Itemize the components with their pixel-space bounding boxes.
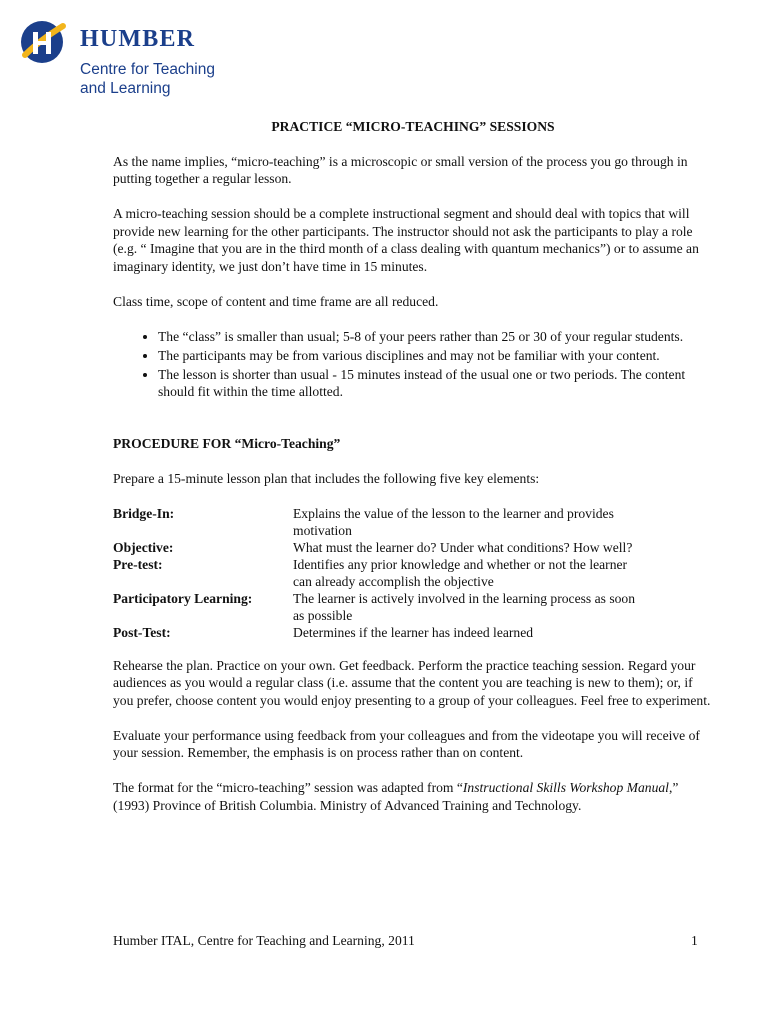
key-elements-table (113, 505, 648, 641)
element-definition: What must the learner do? Under what conditions? How well? (293, 539, 633, 555)
table-row (113, 624, 648, 641)
element-definition: Identifies any prior knowledge and whether or not the learner can already accomplish the objective (293, 556, 628, 589)
element-term: Pre-test: (113, 556, 163, 572)
element-definition: The learner is actively involved in the learning process as soon as possible (293, 590, 636, 623)
element-term: Post-Test: (113, 624, 171, 640)
document-title: PRACTICE “MICRO-TEACHING” SESSIONS (271, 119, 555, 134)
table-row (113, 505, 648, 539)
humber-logo-icon (20, 20, 68, 64)
page-number: 1 (691, 933, 698, 948)
element-term: Bridge-In: (113, 505, 175, 521)
element-term: Objective: (113, 539, 174, 555)
document-body (113, 118, 713, 814)
logo-subtitle: Centre for Teaching and Learning (80, 61, 215, 97)
procedure-heading: PROCEDURE FOR “Micro-Teaching” (113, 435, 341, 451)
table-row (113, 590, 648, 624)
reduced-note-paragraph: Class time, scope of content and time frame are all reduced. (113, 293, 439, 309)
bullet-list (113, 328, 713, 401)
list-item: • The lesson is shorter than usual - 15 minutes instead of the usual one or two periods. The content should fit within the time allotted. (158, 366, 713, 401)
element-term: Participatory Learning: (113, 590, 253, 606)
logo-name: HUMBER (80, 26, 196, 52)
source-paragraph (113, 779, 713, 814)
table-row (113, 539, 648, 556)
rehearse-paragraph: Rehearse the plan. Practice on your own. Get feedback. Perform the practice teaching session. Regard your audiences as you would a regular class (i.e. assume that the content you are teaching is new to them); or, if you prefer, choose content you would enjoy presenting to a group of your colleagues. Feel free to experiment. (113, 657, 711, 708)
footer-text: Humber ITAL, Centre for Teaching and Learning, 2011 (113, 933, 415, 948)
element-definition: Explains the value of the lesson to the learner and provides motivation (293, 505, 614, 538)
element-definition: Determines if the learner has indeed learned (293, 624, 534, 640)
table-row (113, 556, 648, 590)
source-title: Instructional Skills Workshop Manual (462, 780, 669, 795)
list-item: • The participants may be from various disciplines and may not be familiar with your content. (158, 347, 713, 365)
prepare-paragraph: Prepare a 15-minute lesson plan that includes the following five key elements: (113, 470, 540, 486)
list-item: • The “class” is smaller than usual; 5-8 of your peers rather than 25 or 30 of your regular students. (158, 328, 713, 346)
intro-paragraph: As the name implies, “micro-teaching” is a microscopic or small version of the process you go through in putting together a regular lesson. (113, 153, 688, 186)
session-description-paragraph: A micro-teaching session should be a complete instructional segment and should deal with topics that will provide new learning for the other participants. The instructor should not ask the participants to play a role (e.g. “ Imagine that you are in the third month of a class dealing with quantum mechanics”) or to assume an imaginary identity, we just don’t have time in 15 minutes. (113, 206, 699, 274)
source-prefix: The format for the “micro-teaching” session was adapted from “ (113, 780, 463, 795)
source-suffix: ,” (1993) Province of British Columbia. Ministry of Advanced Training and Technology. (113, 780, 679, 813)
evaluate-paragraph: Evaluate your performance using feedback from your colleagues and from the videotape you will receive of your session. Remember, the emphasis is on process rather than on content. (113, 727, 700, 760)
